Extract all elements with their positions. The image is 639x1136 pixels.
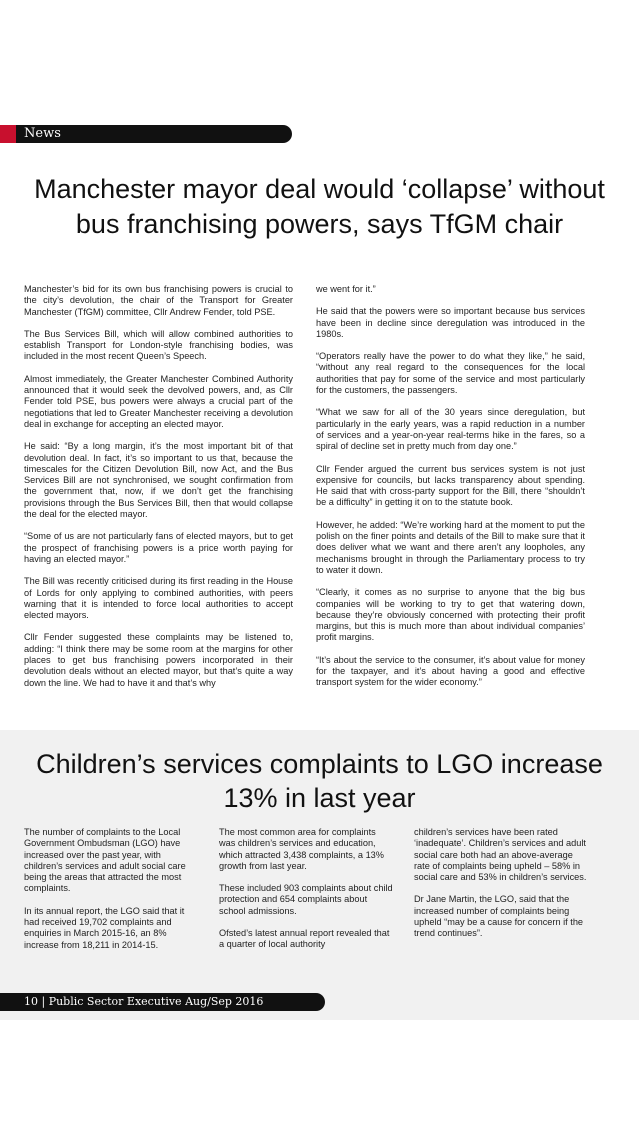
paragraph: “Operators really have the power to do what they like,” he said, “without any real regard to the consequences for the local authorities that pay for some of the service and most particularly for the customers, the passengers. (316, 351, 585, 396)
section-tab (0, 125, 292, 143)
paragraph: In its annual report, the LGO said that it had received 19,702 complaints and enquiries in March 2015-16, an 8% increase from 18,211 in 2014-15. (24, 905, 185, 950)
paragraph: Manchester’s bid for its own bus franchising powers is crucial to the city’s devolution, the chair of the Transport for Greater Manchester (TfGM) committee, Cllr Andrew Fender, told PSE. (24, 284, 293, 317)
paragraph: Cllr Fender suggested these complaints may be listened to, adding: “I think there may be some room at the margins for other places to get bus franchising powers incorporated in their devolution deals without an elected mayor, but that’s quite a way down the line. We had to have it and that’s why (24, 632, 293, 688)
section-accent (0, 125, 16, 143)
section-label: News (24, 126, 61, 141)
paragraph: The number of complaints to the Local Government Ombudsman (LGO) have increased over the past year, with children’s services and adult social care being the areas that attracted the most complaints. (24, 827, 186, 894)
paragraph: “Clearly, it comes as no surprise to anyone that the big bus companies will be working to try to get that watering down, because they’re obviously concerned with protecting their profit margins, but this is much more than about individual companies’ profit margins. (316, 587, 585, 643)
article2-column-3 (414, 827, 589, 951)
footer-label: 10 | Public Sector Executive Aug/Sep 2016 (24, 995, 264, 1008)
paragraph: However, he added: “We’re working hard at the moment to put the polish on the finer points and details of the Bill to make sure that it does deliver what we want and there aren’t any loopholes, any mechanisms brought in through the Parliamentary process to try to water it down. (316, 519, 585, 575)
paragraph: The Bill was recently criticised during its first reading in the House of Lords for only applying to combined authorities, with peers warning that it is intended to force local authorities to accept elected mayors. (24, 576, 293, 621)
article1-column-1 (24, 284, 293, 700)
paragraph: He said: “By a long margin, it’s the most important bit of that devolution deal. In fact, it’s so important to us that, because the timescales for the Citizen Devolution Bill, now Act, and the Bus Services Bill are not synchronised, we sought confirmation from the government that, now, if we don’t get the franchising provisions through the Bus Services Bill, then that would collapse the deal for the elected mayor. (24, 441, 293, 520)
paragraph: “Some of us are not particularly fans of elected mayors, but to get the prospect of franchising powers is a price worth paying for having an elected mayor.” (24, 531, 293, 564)
paragraph: children’s services have been rated ‘inadequate’. Children’s services and adult social care both had an above-average rate of complaints being upheld – 58% in social care and 53% in children’s services. (414, 827, 587, 883)
paragraph: He said that the powers were so important because bus services have been in decline since deregulation was introduced in the 1980s. (316, 306, 585, 339)
paragraph: we went for it.” (316, 284, 376, 294)
article1-headline: Manchester mayor deal would ‘collapse’ without bus franchising powers, says TfGM chair (34, 174, 605, 239)
paragraph: Cllr Fender argued the current bus services system is not just expensive for councils, but lacks transparency about spending. He said that with cross-party support for the Bill, there “shouldn’t be a difficulty” in getting it on to the statute book. (316, 463, 585, 508)
paragraph: Almost immediately, the Greater Manchester Combined Authority announced that it would seek the devolved powers, and, as Cllr Fender told PSE, bus powers were always a crucial part of the negotiations that led to Greater Manchester receiving a devolution deal in exchange for accepting an elected mayor. (24, 373, 293, 429)
paragraph: These included 903 complaints about child protection and 654 complaints about school admissions. (219, 883, 393, 916)
paragraph: “What we saw for all of the 30 years since deregulation, but particularly in the early years, was a rapid reduction in a number of services and a year-on-year real-terms hike in the fares, so a spiral of decline set in pretty much from day one.” (316, 407, 585, 452)
article1-column-2 (316, 284, 585, 700)
paragraph: “It’s about the service to the consumer, it’s about value for money for the taxpayer, and it’s about having a good and effective transport system for the wider economy.” (316, 654, 585, 688)
article2-column-1 (24, 827, 199, 962)
paragraph: Ofsted’s latest annual report revealed that a quarter of local authority (219, 928, 390, 950)
article2-column-2 (219, 827, 394, 962)
paragraph: The most common area for complaints was children’s services and education, which attracted 3,438 complaints, a 13% growth from last year. (219, 827, 384, 871)
article2-headline: Children’s services complaints to LGO increase 13% in last year (36, 749, 603, 813)
paragraph: The Bus Services Bill, which will allow combined authorities to establish Transport for London-style franchising bodies, was included in the most recent Queen’s Speech. (24, 328, 293, 362)
footer-tab (0, 993, 325, 1011)
paragraph: Dr Jane Martin, the LGO, said that the increased number of complaints being upheld “may be a cause for concern if the trend continues”. (414, 894, 584, 939)
